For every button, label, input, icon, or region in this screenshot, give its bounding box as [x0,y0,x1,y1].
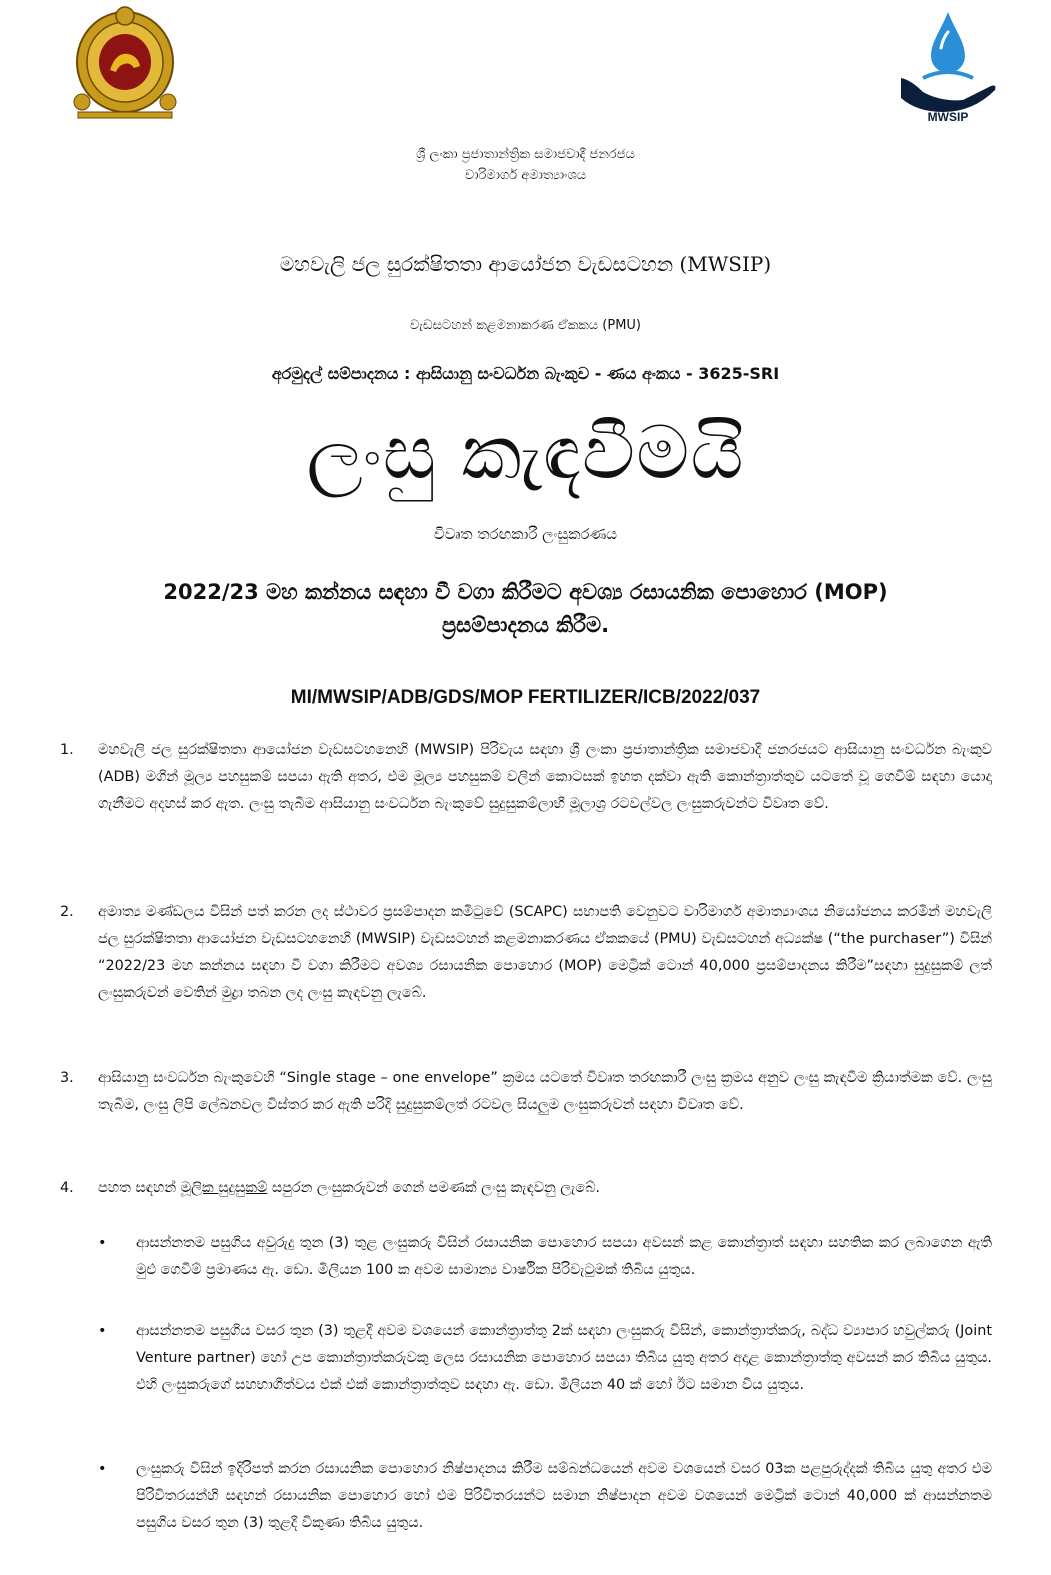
reference-number: MI/MWSIP/ADB/GDS/MOP FERTILIZER/ICB/2022/037 [290,687,761,708]
program-title: මහවැලි ජල සුරක්ෂිතතා ආයෝජන වැඩසටහන (MWSIP) [279,252,772,276]
bullet-item-2 [98,1318,992,1400]
paragraph-number: 2. [60,904,74,920]
header-country: ශ්‍රී ලංකා ප්‍රජාතාන්ත්‍රික සමාජවාදී ජනරජය [416,147,635,162]
mwsip-logo [893,8,1003,126]
bullet-item-3 [98,1456,992,1538]
bidding-type: විවෘත තරඟකාරී ලංසුකරණය [433,525,618,543]
paragraph-4 [60,1175,992,1202]
paragraph-3 [60,1065,992,1119]
bullet-text: ලංසුකරු විසින් ඉදිරිපත් කරන රසායනික පොහොර නිෂ්පාදනය කිරීම සම්බන්ධයෙන් අවම වශයෙන් වසර 03ක පළපුරුද්දක් තිබිය යුතු අතර එම පිරිවිතරයන්හි සඳහන් රසායනික පොහොර හෝ එම පිරිවිතරයන්ට සමාන නිෂ්පාදන අවම වශයෙන් මෙට්‍රික් ටොන් 40,000 ක් ආසන්නතම පසුගිය වසර තුන (3) තුළදී විකුණා තිබිය යුතුය. [136,1461,992,1532]
invitation-for-bids-heading: ලංසු කැඳවීමයි [306,410,745,496]
sri-lanka-emblem-logo [60,4,190,126]
funding-line: අරමුදල් සම්පාදනය : ආසියානු සංවර්ධන බැංකුව - ණය අංකය - 3625-SRI [271,364,780,383]
bullet-mark: • [98,1235,107,1251]
procurement-title-line2: ප්‍රසම්පාදනය කිරීම. [441,613,610,637]
bullet-text: ආසන්නතම පසුගිය වසර තුන (3) තුළදී අවම වශයෙන් කොන්ත්‍රාත්තු 2ක් සඳහා ලංසුකරු විසින්, කොන්ත්‍රාත්කරු, බද්ධ ව්‍යාපාර හවුල්කරු (Joint Venture partner) හෝ උප කොන්ත්‍රාත්කරුවකු ලෙස රසායනික පොහොර සපයා තිබිය යුතු අතර අදාළ කොන්ත්‍රාත්තු අවසන් කර තිබිය යුතුය. එහි ලංසුකරුගේ සහභාගීත්වය එක් එක් කොන්ත්‍රාත්තුව සඳහා ඇ. ඩො. මිලියන 40 ක් හෝ ඊට සමාන විය යුතුය. [136,1323,992,1394]
paragraph-number: 4. [60,1180,74,1196]
paragraph-1 [60,737,992,818]
procurement-title-line1: 2022/23 මහ කන්නය සඳහා වී වගා කිරීමට අවශ්‍ය රසායනික පොහොර (MOP) [163,580,888,604]
bullet-mark: • [98,1323,107,1339]
paragraph-number: 3. [60,1070,74,1086]
bullet-item-1 [98,1230,992,1284]
paragraph-text: මහවැලි ජල සුරක්ෂිතතා ආයෝජන වැඩසටහනෙහි (MWSIP) පිරිවැය සඳහා ශ්‍රී ලංකා ප්‍රජාතාන්ත්‍රික සමාජවාදී ජනරජයට ආසියානු සංවර්ධන බැංකුව (ADB) මගින් මූල්‍ය පහසුකම් සපයා ඇති අතර, එම මූල්‍ය පහසුකම් වලින් කොටසක් ඉහත දක්වා ඇති කොන්ත්‍රාත්තුව යටතේ වූ ගෙවීම් සඳහා යොදා ගැනීමට අදහස් කර ඇත. ලංසු තැබීම ආසියානු සංවර්ධන බැංකුවේ සුදුසුකම්ලාභී මූලාශ්‍ර රටවල්වල ලංසුකරුවන්ට විවෘත වේ. [98,742,992,812]
mwsip-logo-text: MWSIP [927,110,969,124]
header-ministry: වාරිමාර්ග අමාත්‍යාංශය [464,168,587,183]
paragraph-2 [60,899,992,1007]
underlined-term: මූලික සුදුසුකම් [180,1180,268,1196]
paragraph-text: අමාත්‍ය මණ්ඩලය විසින් පත් කරන ලද ස්ථාවර ප්‍රසම්පාදන කමිටුවේ (SCAPC) සභාපති වෙනුවට වාරිමාර්ග අමාත්‍යාංශය නියෝජනය කරමින් මහවැලි ජල සුරක්ෂිතතා ආයෝජන වැඩසටහනෙහි (MWSIP) වැඩසටහන් කළමනාකරණය ඒකකයේ (PMU) වැඩසටහන් අධ්‍යක්ෂ (“the purchaser”) විසින් “2022/23 මහ කන්නය සඳහා වී වගා කිරීමට අවශ්‍ය රසායනික පොහොර (MOP) මෙට්‍රික් ටොන් 40,000 ප්‍රසම්පාදනය කිරීම”සඳහා සුදුසුකම් ලත් ලංසුකරුවන් වෙතින් මුද්‍රා තබන ලද ලංසු කැඳවනු ලැබේ. [98,904,992,1001]
paragraph-text: ආසියානු සංවර්ධන බැංකුවෙහි “Single stage – one envelope” ක්‍රමය යටතේ විවෘත තරඟකාරී ලංසු ක්‍රමය අනුව ලංසු කැඳවීම ක්‍රියාත්මක වේ. ලංසු තැබීම, ලංසු ලිපි ලේඛනවල විස්තර කර ඇති පරිදි සුදුසුකම්ලත් රටවල සියලුම ලංසුකරුවන් සඳහා විවෘත වේ. [98,1070,992,1113]
bullet-text: ආසන්නතම පසුගිය අවුරුදු තුන (3) තුළ ලංසුකරු විසින් රසායනික පොහොර සපයා අවසන් කළ කොන්ත්‍රාත් සඳහා සහතික කර ලබාගෙන ඇති මුළු ගෙවීම් ප්‍රමාණය ඇ. ඩො. මිලියන 100 ක අවම සාමාන්‍ය වාර්ෂික පිරිවැටුමක් තිබිය යුතුය. [136,1235,992,1279]
pmu-label: වැඩසටහන් කළමනාකරණ ඒකකය (PMU) [409,318,642,333]
paragraph-text: පහත සඳහන් මූලික සුදුසුකම් සපුරන ලංසුකරුවන් ගෙන් පමණක් ලංසු කැඳවනු ලැබේ. [98,1180,600,1196]
bullet-mark: • [98,1461,107,1477]
paragraph-number: 1. [60,742,74,758]
procurement-title [0,576,1051,642]
